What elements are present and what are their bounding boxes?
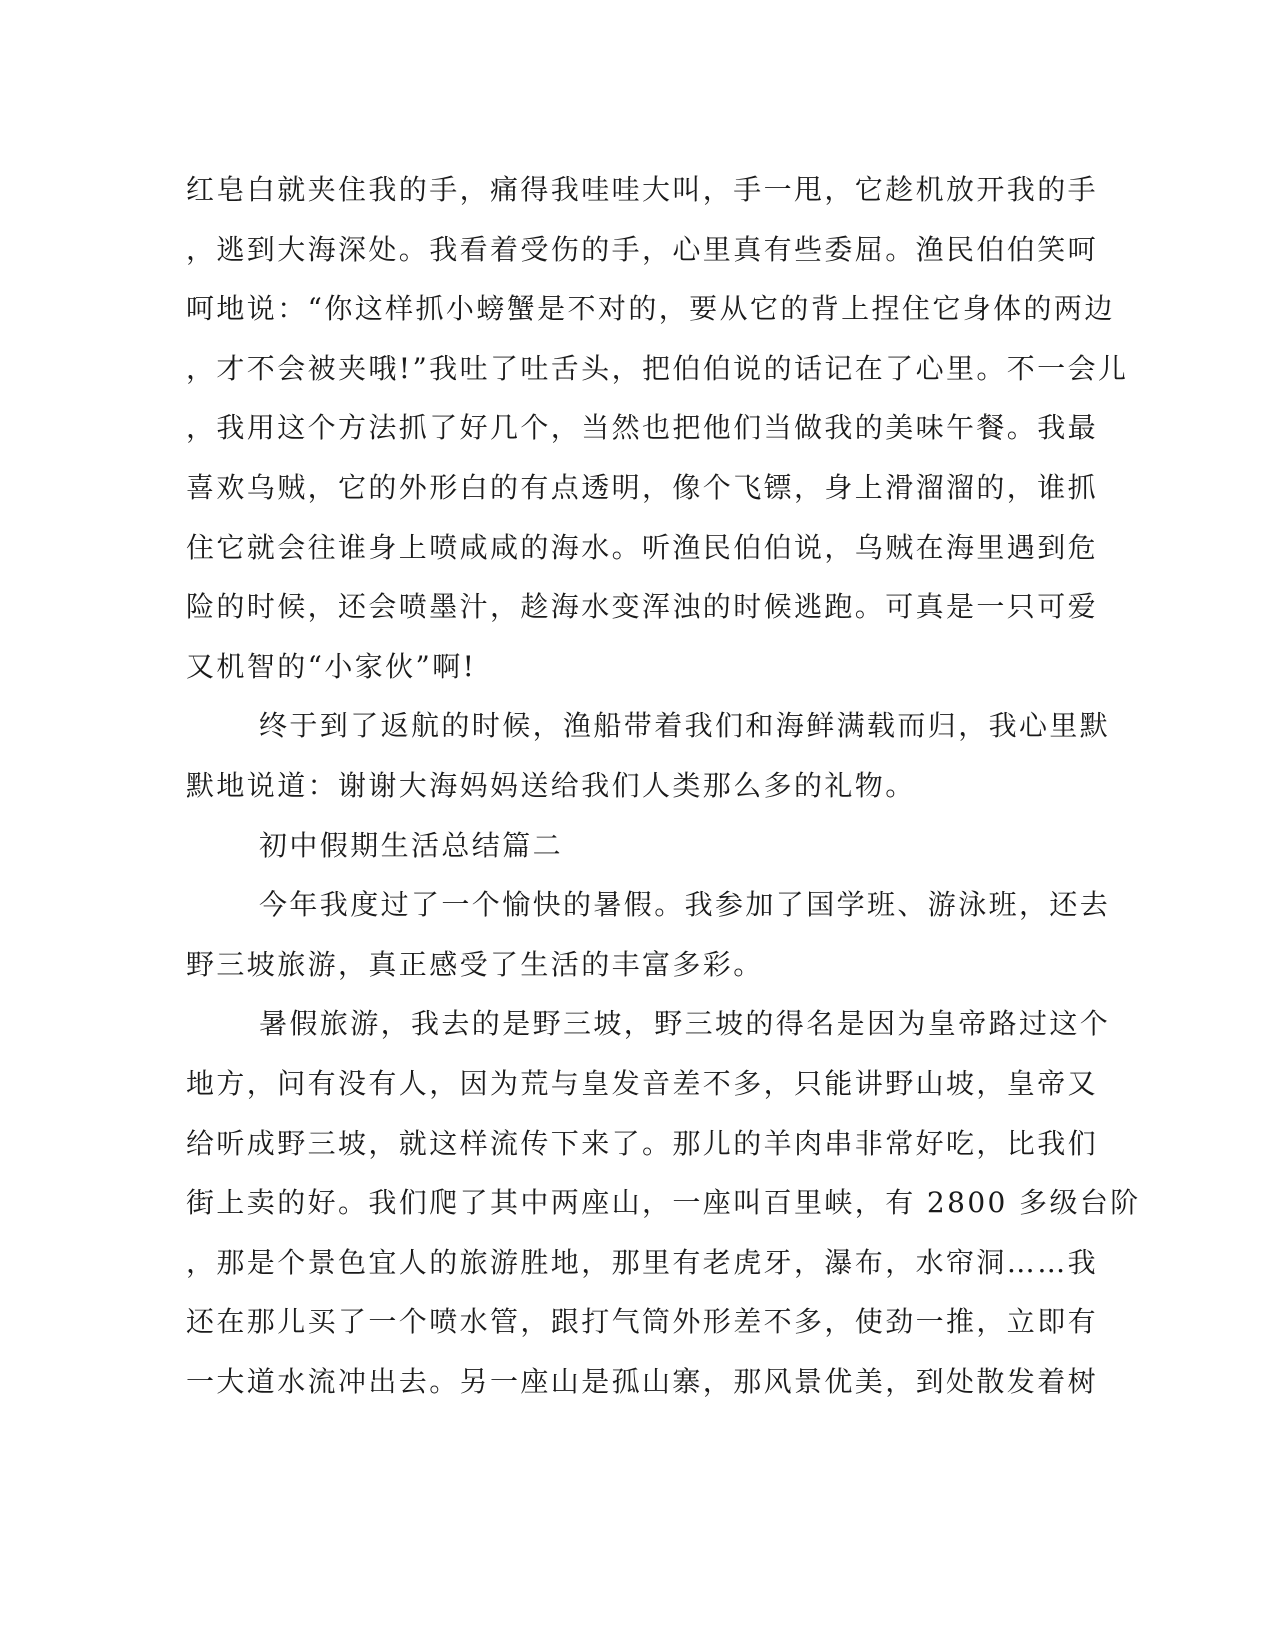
text-line: 喜欢乌贼，它的外形白的有点透明，像个飞镖，身上滑溜溜的，谁抓 — [186, 470, 1099, 504]
paragraph-start-line: 今年我度过了一个愉快的暑假。我参加了国学班、游泳班，还去 — [259, 888, 1111, 922]
text-line: 呵地说：“你这样抓小螃蟹是不对的，要从它的背上捏住它身体的两边 — [186, 292, 1115, 326]
text-line: 默地说道：谢谢大海妈妈送给我们人类那么多的礼物。 — [186, 768, 916, 802]
paragraph-start-line: 暑假旅游，我去的是野三坡，野三坡的得名是因为皇帝路过这个 — [259, 1007, 1111, 1041]
text-line: 一大道水流冲出去。另一座山是孤山寨，那风景优美，到处散发着树 — [186, 1364, 1099, 1398]
text-line: 地方，问有没有人，因为荒与皇发音差不多，只能讲野山坡，皇帝又 — [186, 1066, 1099, 1100]
text-line: 还在那儿买了一个喷水管，跟打气筒外形差不多，使劲一推，立即有 — [186, 1305, 1099, 1339]
text-line: 野三坡旅游，真正感受了生活的丰富多彩。 — [186, 947, 764, 981]
text-line: ，我用这个方法抓了好几个，当然也把他们当做我的美味午餐。我最 — [186, 411, 1099, 445]
text-line: 红皂白就夹住我的手，痛得我哇哇大叫，手一甩，它趁机放开我的手 — [186, 173, 1099, 206]
section-heading: 初中假期生活总结篇二 — [259, 828, 564, 862]
text-line: 又机智的“小家伙”啊! — [186, 649, 477, 683]
text-line: ，逃到大海深处。我看着受伤的手，心里真有些委屈。渔民伯伯笑呵 — [186, 232, 1099, 266]
text-line: 住它就会往谁身上喷咸咸的海水。听渔民伯伯说，乌贼在海里遇到危 — [186, 530, 1099, 564]
body-text — [186, 160, 1141, 1411]
text-line: 街上卖的好。我们爬了其中两座山，一座叫百里峡，有 2800 多级台阶 — [186, 1186, 1141, 1220]
text-line: ，那是个景色宜人的旅游胜地，那里有老虎牙，瀑布，水帘洞……我 — [186, 1245, 1099, 1279]
paragraph-start-line: 终于到了返航的时候，渔船带着我们和海鲜满载而归，我心里默 — [259, 709, 1111, 743]
text-line: 给听成野三坡，就这样流传下来了。那儿的羊肉串非常好吃，比我们 — [186, 1126, 1099, 1160]
text-line: 险的时候，还会喷墨汁，趁海水变浑浊的时候逃跑。可真是一只可爱 — [186, 590, 1099, 624]
text-line: ，才不会被夹哦!”我吐了吐舌头，把伯伯说的话记在了心里。不一会儿 — [186, 351, 1129, 385]
